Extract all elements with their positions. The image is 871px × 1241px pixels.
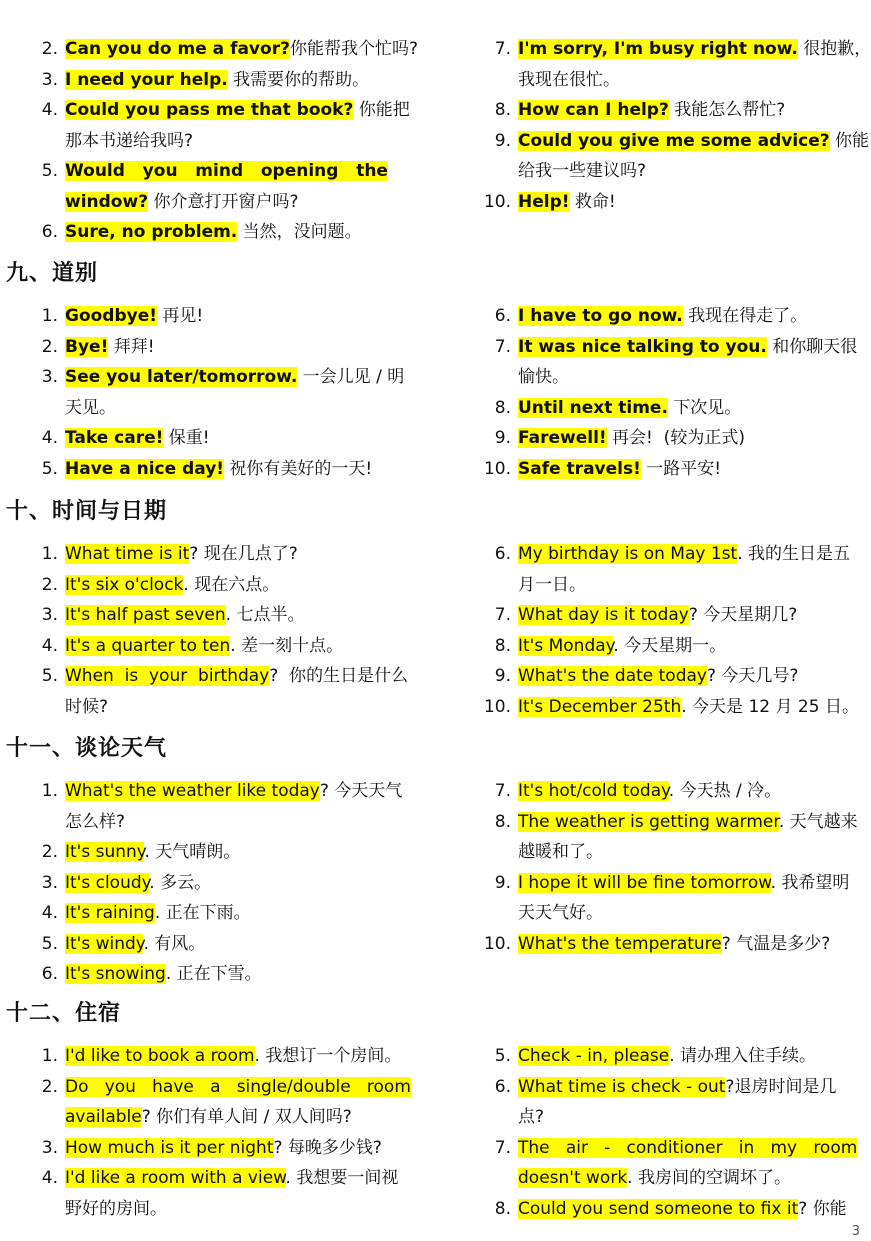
chinese-translation-cont: 时候? bbox=[65, 696, 109, 717]
item-number: 7. bbox=[494, 605, 511, 625]
item-line bbox=[518, 837, 858, 868]
english-phrase: Until next time. bbox=[518, 397, 668, 418]
item-line bbox=[518, 301, 858, 332]
punctuation: . bbox=[778, 811, 785, 832]
item-number: 8. bbox=[494, 397, 511, 418]
punctuation: . bbox=[149, 872, 155, 893]
item-text bbox=[65, 217, 430, 248]
item-line bbox=[518, 1102, 858, 1133]
english-phrase: available bbox=[65, 1107, 142, 1127]
punctuation: . bbox=[737, 544, 743, 564]
item-number: 8. bbox=[494, 100, 511, 120]
punctuation: . bbox=[285, 1168, 291, 1188]
item-number: 4. bbox=[41, 1168, 58, 1188]
chinese-translation: 我想要一间视 bbox=[290, 1168, 399, 1188]
punctuation: . bbox=[668, 781, 675, 801]
item-text bbox=[518, 1133, 858, 1194]
item-number: 6. bbox=[494, 306, 511, 326]
punctuation: ? bbox=[319, 781, 329, 801]
item-line bbox=[65, 600, 430, 631]
item-text bbox=[518, 454, 858, 485]
english-phrase: What's the date today bbox=[518, 666, 707, 686]
item-text bbox=[65, 600, 430, 631]
item-number: 7. bbox=[494, 39, 511, 59]
chinese-translation: 祝你有美好的一天! bbox=[224, 458, 373, 479]
item-number: 10. bbox=[483, 696, 511, 717]
item-text bbox=[518, 301, 858, 332]
english-phrase: It's half past seven bbox=[65, 605, 226, 625]
item-line bbox=[518, 126, 870, 157]
item-text bbox=[518, 393, 858, 424]
english-phrase: Safe travels! bbox=[518, 458, 641, 479]
item-line bbox=[518, 332, 858, 363]
item-number: 5. bbox=[41, 458, 58, 479]
english-phrase: My birthday is on May 1st bbox=[518, 544, 738, 564]
english-phrase: window? bbox=[65, 191, 149, 212]
chinese-translation: 退房时间是几 bbox=[734, 1076, 837, 1097]
item-line bbox=[65, 807, 430, 838]
chinese-translation: 今天星期几? bbox=[697, 605, 798, 625]
chinese-translation: 请办理入住手续。 bbox=[674, 1046, 817, 1066]
chinese-translation-cont: 点? bbox=[518, 1107, 545, 1127]
chinese-translation: 今天几号? bbox=[716, 666, 799, 686]
item-text bbox=[65, 95, 430, 156]
item-line bbox=[65, 332, 430, 363]
english-phrase: Check - in, please bbox=[518, 1046, 670, 1066]
item-text bbox=[65, 570, 430, 601]
english-phrase: It's hot/cold today bbox=[518, 781, 669, 801]
chinese-translation: 正在下雪。 bbox=[171, 964, 262, 984]
item-text bbox=[65, 959, 430, 990]
item-text bbox=[518, 868, 858, 929]
item-line bbox=[65, 156, 430, 187]
item-number: 2. bbox=[41, 574, 58, 595]
item-line bbox=[518, 692, 858, 723]
english-phrase: The weather is getting warmer bbox=[518, 811, 779, 832]
punctuation: . bbox=[165, 964, 172, 984]
chinese-translation: 今天星期一。 bbox=[618, 635, 727, 656]
english-phrase: I have to go now. bbox=[518, 306, 683, 326]
item-text bbox=[65, 301, 430, 332]
chinese-translation: 正在下雨。 bbox=[160, 903, 251, 923]
english-phrase: Help! bbox=[518, 191, 570, 212]
item-text bbox=[518, 332, 858, 393]
english-phrase: doesn't work bbox=[518, 1168, 628, 1188]
english-phrase: It's sunny bbox=[65, 842, 145, 862]
item-text bbox=[65, 156, 430, 217]
english-phrase: It was nice talking to you. bbox=[518, 336, 767, 357]
item-number: 3. bbox=[41, 69, 58, 90]
english-phrase: It's six o'clock bbox=[65, 574, 184, 595]
item-text bbox=[518, 776, 858, 807]
item-line bbox=[518, 1163, 858, 1194]
english-phrase: Do you have a single/double room bbox=[65, 1076, 411, 1097]
punctuation: . bbox=[143, 933, 149, 954]
item-number: 4. bbox=[41, 903, 58, 923]
item-text bbox=[65, 1163, 430, 1224]
chinese-translation: 气温是多少? bbox=[730, 933, 831, 954]
item-text bbox=[65, 661, 430, 722]
punctuation: . bbox=[183, 574, 189, 595]
english-phrase: Would you mind opening the bbox=[65, 161, 388, 181]
item-line bbox=[65, 95, 430, 126]
item-text bbox=[518, 95, 858, 126]
chinese-translation: 差一刻十点。 bbox=[235, 635, 344, 656]
chinese-translation: 我现在得走了。 bbox=[682, 306, 808, 326]
punctuation: ? bbox=[706, 666, 717, 686]
item-line bbox=[65, 1072, 430, 1103]
english-phrase: Could you send someone to fix it bbox=[518, 1198, 799, 1219]
item-number: 1. bbox=[41, 1046, 58, 1066]
item-line bbox=[65, 631, 430, 662]
item-text bbox=[65, 776, 430, 837]
item-line bbox=[518, 570, 858, 601]
item-text bbox=[65, 332, 430, 363]
item-line bbox=[65, 1194, 430, 1225]
item-number: 2. bbox=[41, 842, 58, 862]
item-number: 6. bbox=[494, 544, 511, 564]
item-line bbox=[518, 807, 858, 838]
punctuation: . bbox=[681, 696, 687, 717]
english-phrase: It's windy bbox=[65, 933, 144, 954]
punctuation: . bbox=[254, 1046, 260, 1066]
item-line bbox=[518, 776, 858, 807]
english-phrase: Could you pass me that book? bbox=[65, 100, 354, 120]
item-number: 3. bbox=[41, 367, 58, 387]
item-line bbox=[65, 692, 430, 723]
item-number: 2. bbox=[41, 336, 58, 357]
item-text bbox=[518, 126, 870, 187]
item-text bbox=[518, 1194, 858, 1225]
item-line bbox=[518, 631, 858, 662]
item-line bbox=[518, 34, 871, 65]
english-phrase: Bye! bbox=[65, 336, 109, 357]
item-number: 9. bbox=[494, 872, 511, 893]
item-text bbox=[65, 868, 430, 899]
chinese-translation: 一会儿见 / 明 bbox=[297, 367, 405, 387]
english-phrase: I need your help. bbox=[65, 69, 228, 90]
chinese-translation: 今天天气 bbox=[328, 781, 403, 801]
chinese-translation-cont: 怎么样? bbox=[65, 811, 126, 832]
chinese-translation: 今天是 12 月 25 日。 bbox=[686, 696, 859, 717]
item-number: 5. bbox=[41, 161, 58, 181]
chinese-translation: 我需要你的帮助。 bbox=[227, 69, 370, 90]
item-text bbox=[518, 1072, 858, 1133]
item-number: 5. bbox=[494, 1046, 511, 1066]
english-phrase: It's raining bbox=[65, 903, 155, 923]
punctuation: ? bbox=[269, 666, 279, 686]
chinese-translation: 有风。 bbox=[148, 933, 206, 954]
item-line bbox=[65, 1163, 430, 1194]
item-number: 6. bbox=[41, 964, 58, 984]
english-phrase: Farewell! bbox=[518, 428, 607, 448]
chinese-translation: 每晚多少钱? bbox=[282, 1137, 382, 1158]
item-line bbox=[518, 868, 858, 899]
item-line bbox=[65, 362, 430, 393]
item-number: 4. bbox=[41, 100, 58, 120]
chinese-translation: 你能帮我个忙吗? bbox=[289, 39, 418, 59]
punctuation: ? bbox=[141, 1107, 151, 1127]
chinese-translation: 天气晴朗。 bbox=[149, 842, 241, 862]
item-number: 9. bbox=[494, 666, 511, 686]
item-text bbox=[65, 1041, 430, 1072]
item-text bbox=[65, 454, 430, 485]
item-line bbox=[65, 868, 430, 899]
item-line bbox=[65, 393, 430, 424]
item-number: 10. bbox=[483, 933, 511, 954]
english-phrase: When is your birthday bbox=[65, 666, 270, 686]
item-number: 3. bbox=[41, 1137, 58, 1158]
chinese-translation: 你能 bbox=[829, 130, 870, 151]
chinese-translation: 再见! bbox=[157, 306, 204, 326]
chinese-translation: 保重! bbox=[163, 428, 210, 448]
item-line bbox=[65, 1102, 430, 1133]
item-line bbox=[518, 187, 858, 218]
section-heading: 十一、谈论天气 bbox=[6, 736, 168, 761]
item-number: 3. bbox=[41, 872, 58, 893]
item-line bbox=[65, 217, 430, 248]
english-phrase: Could you give me some advice? bbox=[518, 130, 830, 151]
item-number: 6. bbox=[494, 1076, 511, 1097]
chinese-translation: 我能怎么帮忙? bbox=[668, 100, 786, 120]
chinese-translation: 你介意打开窗户吗? bbox=[148, 191, 299, 212]
chinese-translation: 再会! (较为正式) bbox=[606, 428, 745, 448]
item-line bbox=[65, 423, 430, 454]
item-line bbox=[65, 661, 430, 692]
punctuation: . bbox=[613, 635, 619, 656]
item-line bbox=[65, 929, 430, 960]
item-number: 7. bbox=[494, 336, 511, 357]
english-phrase: It's Monday bbox=[518, 635, 614, 656]
english-phrase: It's cloudy bbox=[65, 872, 150, 893]
punctuation: ? bbox=[725, 1076, 735, 1097]
item-text bbox=[518, 600, 858, 631]
item-text bbox=[65, 34, 430, 65]
punctuation: . bbox=[230, 635, 236, 656]
item-line bbox=[65, 1041, 430, 1072]
item-line bbox=[518, 454, 858, 485]
item-text bbox=[518, 423, 858, 454]
english-phrase: What time is it bbox=[65, 544, 190, 564]
item-text bbox=[518, 539, 858, 600]
item-number: 5. bbox=[41, 933, 58, 954]
chinese-translation: 你能 bbox=[807, 1198, 847, 1219]
section-heading: 十、时间与日期 bbox=[6, 499, 168, 524]
english-phrase: What's the weather like today bbox=[65, 781, 320, 801]
item-text bbox=[518, 692, 858, 723]
item-text bbox=[65, 423, 430, 454]
punctuation: ? bbox=[189, 544, 199, 564]
item-text bbox=[518, 631, 858, 662]
item-number: 6. bbox=[41, 222, 58, 242]
item-number: 4. bbox=[41, 428, 58, 448]
item-text bbox=[65, 539, 430, 570]
page-number: 3 bbox=[851, 1224, 860, 1239]
chinese-translation: 和你聊天很 bbox=[766, 336, 858, 357]
chinese-translation-cont: 给我一些建议吗? bbox=[518, 161, 647, 181]
item-number: 8. bbox=[494, 1198, 511, 1219]
item-number: 1. bbox=[41, 781, 58, 801]
chinese-translation-cont: 月一日。 bbox=[518, 574, 586, 595]
item-number: 8. bbox=[494, 635, 511, 656]
item-number: 7. bbox=[494, 781, 511, 801]
item-line bbox=[518, 661, 858, 692]
english-phrase: The air - conditioner in my room bbox=[518, 1137, 858, 1158]
item-line bbox=[518, 539, 858, 570]
chinese-translation: 多云。 bbox=[154, 872, 212, 893]
item-number: 1. bbox=[41, 544, 58, 564]
item-line bbox=[65, 570, 430, 601]
chinese-translation: 下次见。 bbox=[667, 397, 742, 418]
item-line bbox=[518, 1194, 858, 1225]
chinese-translation-cont: 那本书递给我吗? bbox=[65, 130, 194, 151]
english-phrase: What's the temperature bbox=[518, 933, 722, 954]
punctuation: ? bbox=[721, 933, 731, 954]
english-phrase: Sure, no problem. bbox=[65, 222, 238, 242]
item-line bbox=[65, 959, 430, 990]
item-text bbox=[518, 34, 871, 95]
item-line bbox=[518, 156, 858, 187]
punctuation: . bbox=[627, 1168, 633, 1188]
item-number: 9. bbox=[494, 130, 511, 151]
item-text bbox=[518, 1041, 858, 1072]
english-phrase: I'd like to book a room bbox=[65, 1046, 255, 1066]
punctuation: ? bbox=[273, 1137, 283, 1158]
section-heading: 十二、住宿 bbox=[6, 1001, 122, 1026]
chinese-translation: 我想订一个房间。 bbox=[259, 1046, 402, 1066]
item-text bbox=[65, 1072, 430, 1133]
item-number: 5. bbox=[41, 666, 58, 686]
item-number: 7. bbox=[494, 1137, 511, 1158]
item-line bbox=[65, 34, 430, 65]
item-line bbox=[65, 1133, 430, 1164]
item-line bbox=[65, 776, 430, 807]
item-number: 2. bbox=[41, 39, 58, 59]
english-phrase: Take care! bbox=[65, 428, 164, 448]
chinese-translation-cont: 愉快。 bbox=[518, 367, 569, 387]
punctuation: . bbox=[225, 605, 232, 625]
item-text bbox=[65, 65, 430, 96]
item-text bbox=[65, 631, 430, 662]
item-line bbox=[65, 837, 430, 868]
english-phrase: Goodbye! bbox=[65, 306, 158, 326]
item-text bbox=[65, 837, 430, 868]
item-line bbox=[518, 65, 858, 96]
item-line bbox=[518, 393, 858, 424]
item-line bbox=[518, 600, 858, 631]
chinese-translation: 你们有单人间 / 双人间吗? bbox=[150, 1107, 352, 1127]
english-phrase: See you later/tomorrow. bbox=[65, 367, 298, 387]
punctuation: . bbox=[770, 872, 776, 893]
section-heading: 九、道别 bbox=[6, 261, 99, 286]
chinese-translation: 很抱歉， bbox=[797, 39, 871, 59]
english-phrase: What day is it today bbox=[518, 605, 689, 625]
item-number: 9. bbox=[494, 428, 511, 448]
chinese-translation: 我房间的空调坏了。 bbox=[632, 1168, 791, 1188]
item-line bbox=[65, 898, 430, 929]
item-line bbox=[518, 1041, 858, 1072]
item-text bbox=[518, 807, 858, 868]
english-phrase: It's a quarter to ten bbox=[65, 635, 231, 656]
chinese-translation: 救命! bbox=[569, 191, 616, 212]
chinese-translation: 你的生日是什么 bbox=[278, 666, 409, 686]
item-line bbox=[65, 454, 430, 485]
item-number: 10. bbox=[483, 458, 511, 479]
chinese-translation: 天气越来 bbox=[784, 811, 858, 832]
item-line bbox=[518, 1133, 858, 1164]
english-phrase: Have a nice day! bbox=[65, 458, 225, 479]
chinese-translation: 当然，没问题。 bbox=[237, 222, 362, 242]
item-text bbox=[518, 187, 858, 218]
item-line bbox=[518, 423, 858, 454]
chinese-translation-cont: 野好的房间。 bbox=[65, 1198, 167, 1219]
chinese-translation: 我希望明 bbox=[776, 872, 850, 893]
chinese-translation: 我的生日是五 bbox=[742, 544, 851, 564]
item-line bbox=[65, 126, 430, 157]
english-phrase: What time is check - out bbox=[518, 1076, 726, 1097]
item-text bbox=[518, 929, 858, 960]
item-number: 1. bbox=[41, 306, 58, 326]
item-line bbox=[518, 898, 858, 929]
item-line bbox=[65, 187, 430, 218]
punctuation: . bbox=[144, 842, 150, 862]
english-phrase: I hope it will be fine tomorrow bbox=[518, 872, 771, 893]
item-text bbox=[65, 898, 430, 929]
chinese-translation: 你能把 bbox=[353, 100, 410, 120]
chinese-translation: 一路平安! bbox=[640, 458, 722, 479]
chinese-translation: 今天热 / 冷。 bbox=[674, 781, 782, 801]
english-phrase: I'd like a room with a view bbox=[65, 1168, 286, 1188]
item-line bbox=[65, 539, 430, 570]
item-number: 8. bbox=[494, 811, 511, 832]
english-phrase: It's snowing bbox=[65, 964, 166, 984]
item-number: 4. bbox=[41, 635, 58, 656]
chinese-translation-cont: 天天气好。 bbox=[518, 903, 603, 923]
chinese-translation: 拜拜! bbox=[108, 336, 155, 357]
punctuation: ? bbox=[798, 1198, 808, 1219]
item-number: 10. bbox=[483, 191, 511, 212]
item-line bbox=[518, 362, 858, 393]
item-text bbox=[65, 362, 430, 423]
punctuation: . bbox=[669, 1046, 675, 1066]
item-line bbox=[518, 929, 858, 960]
item-line bbox=[518, 1072, 858, 1103]
english-phrase: It's December 25th bbox=[518, 696, 682, 717]
item-line bbox=[65, 301, 430, 332]
item-line bbox=[518, 95, 858, 126]
chinese-translation: 现在六点。 bbox=[188, 574, 280, 595]
chinese-translation: 七点半。 bbox=[231, 605, 305, 625]
item-text bbox=[518, 661, 858, 692]
english-phrase: I'm sorry, I'm busy right now. bbox=[518, 39, 798, 59]
chinese-translation: 现在几点了? bbox=[198, 544, 298, 564]
english-phrase: How much is it per night bbox=[65, 1137, 274, 1158]
chinese-translation-cont: 越暖和了。 bbox=[518, 842, 603, 862]
punctuation: ? bbox=[688, 605, 698, 625]
item-text bbox=[65, 929, 430, 960]
chinese-translation-cont: 我现在很忙。 bbox=[518, 69, 620, 90]
english-phrase: Can you do me a favor? bbox=[65, 39, 290, 59]
item-number: 2. bbox=[41, 1076, 58, 1097]
item-text bbox=[65, 1133, 430, 1164]
chinese-translation-cont: 天见。 bbox=[65, 397, 116, 418]
item-line bbox=[65, 65, 430, 96]
punctuation: . bbox=[154, 903, 161, 923]
item-number: 3. bbox=[41, 605, 58, 625]
english-phrase: How can I help? bbox=[518, 100, 669, 120]
